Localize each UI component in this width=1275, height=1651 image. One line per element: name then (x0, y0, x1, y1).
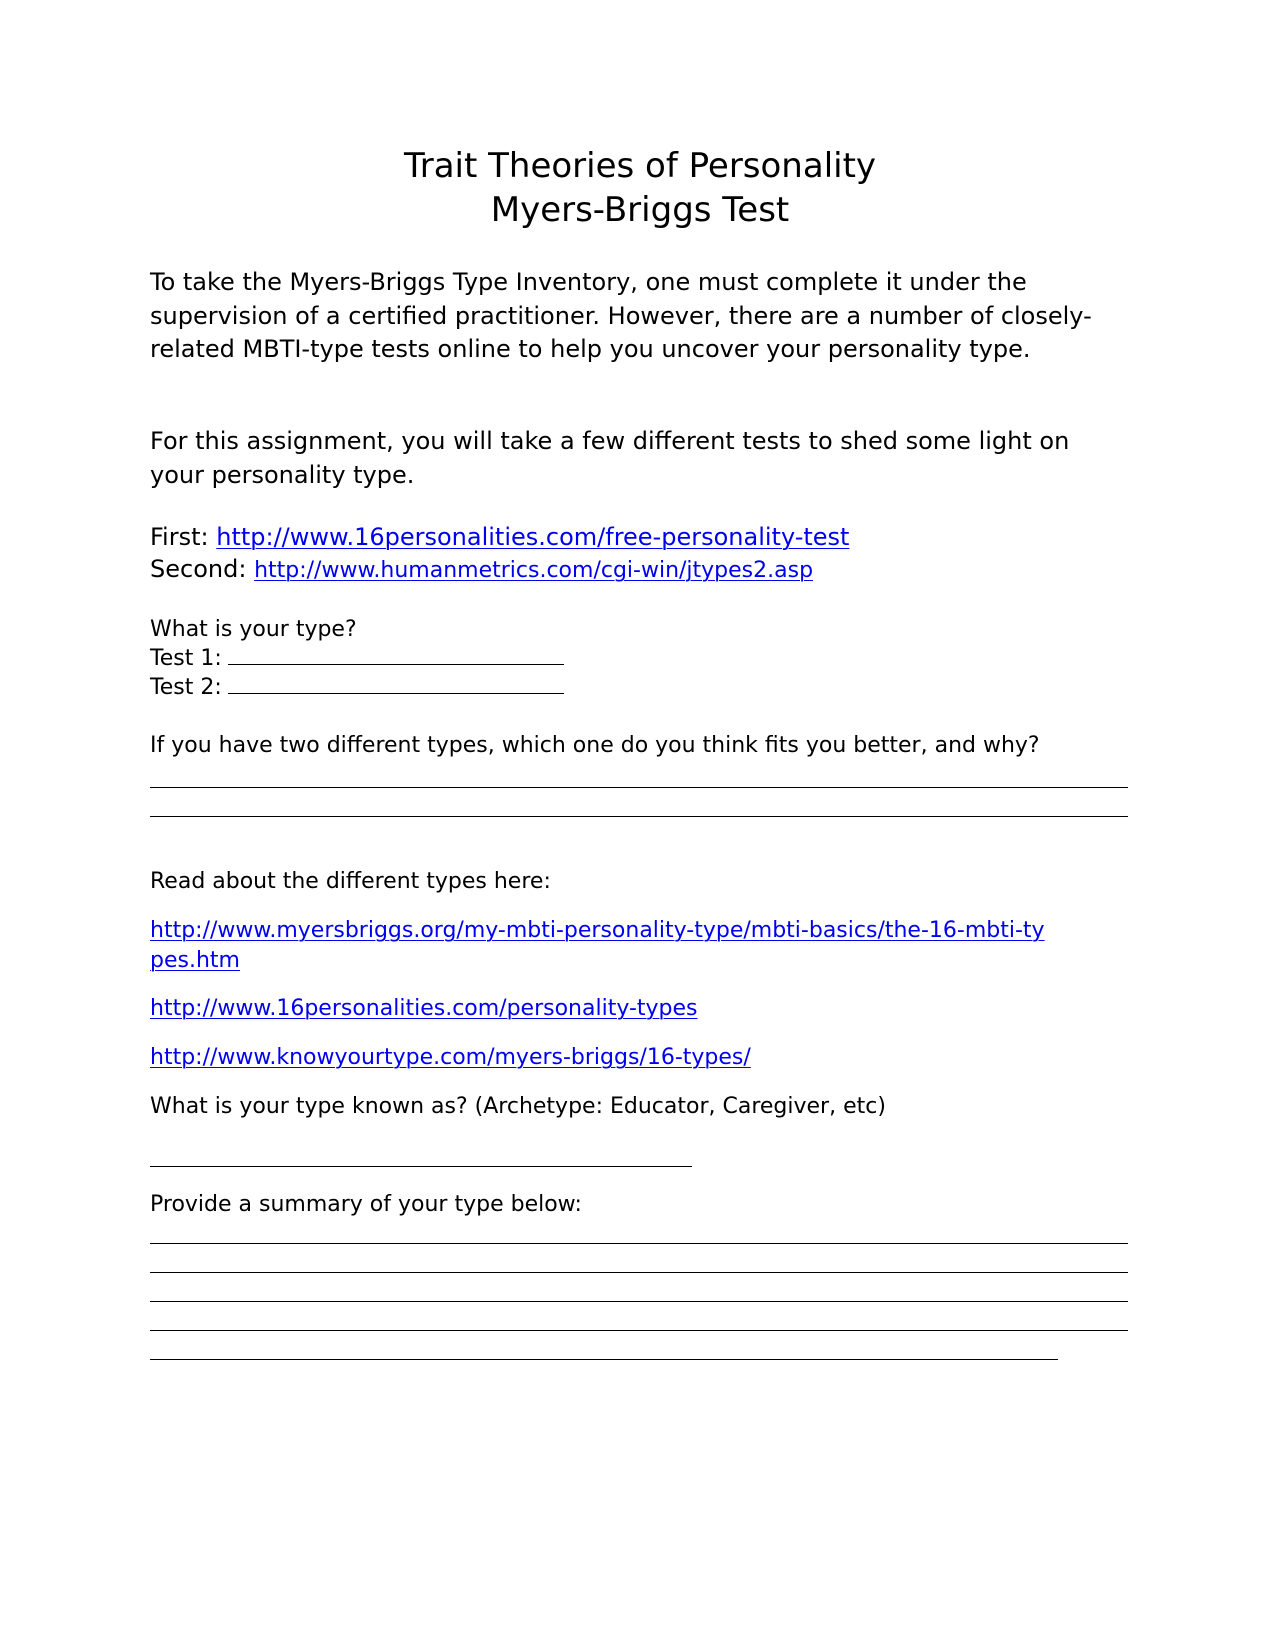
second-test-line (150, 553, 813, 587)
test2-label: Test 2: (150, 675, 222, 700)
summary-answer-line-1[interactable] (150, 1243, 1128, 1244)
compare-answer-line-1[interactable] (150, 787, 1128, 788)
summary-answer-line-5[interactable] (150, 1359, 1058, 1360)
summary-prompt: Provide a summary of your type below: (150, 1192, 582, 1217)
test2-answer-line (150, 673, 564, 703)
summary-answer-line-2[interactable] (150, 1272, 1128, 1273)
title-line-1: Trait Theories of Personality (403, 146, 877, 186)
page-title (150, 144, 1130, 232)
type-question: What is your type? (150, 617, 357, 642)
test1-label: Test 1: (150, 646, 222, 671)
first-test-line (150, 521, 849, 554)
reading-link-2[interactable]: http://www.16personalities.com/personality-types (150, 996, 698, 1021)
intro-paragraph-2: For this assignment, you will take a few different tests to shed some light on your personality type. (150, 427, 1070, 489)
summary-answer-line-3[interactable] (150, 1301, 1128, 1302)
reading-link-3[interactable]: http://www.knowyourtype.com/myers-briggs/16-types/ (150, 1045, 751, 1070)
test1-answer-blank[interactable] (228, 644, 564, 665)
reading-link-3-wrap (150, 1043, 751, 1073)
second-test-label: Second: (150, 555, 247, 583)
reading-prompt: Read about the different types here: (150, 869, 551, 894)
second-test-link[interactable]: http://www.humanmetrics.com/cgi-win/jtypes2.asp (254, 558, 814, 583)
reading-link-1-wrap (150, 916, 1050, 976)
first-test-link[interactable]: http://www.16personalities.com/free-personality-test (216, 523, 850, 551)
test1-answer-line (150, 644, 564, 674)
title-line-2: Myers-Briggs Test (490, 190, 790, 230)
reading-link-2-wrap (150, 994, 698, 1024)
first-test-label: First: (150, 523, 209, 551)
compare-answer-line-2[interactable] (150, 816, 1128, 817)
archetype-question: What is your type known as? (Archetype: Educator, Caregiver, etc) (150, 1094, 886, 1119)
test2-answer-blank[interactable] (228, 673, 564, 694)
reading-link-1[interactable]: http://www.myersbriggs.org/my-mbti-personality-type/mbti-basics/the-16-mbti-types.htm (150, 918, 1045, 973)
summary-answer-line-4[interactable] (150, 1330, 1128, 1331)
archetype-answer-line[interactable] (150, 1166, 692, 1167)
compare-question: If you have two different types, which one do you think fits you better, and why? (150, 733, 1040, 758)
intro-paragraph-1: To take the Myers-Briggs Type Inventory, one must complete it under the supervision of a certified practitioner. However, there are a number of closely-related MBTI-type tests online to help you uncover your personality type. (150, 268, 1092, 363)
